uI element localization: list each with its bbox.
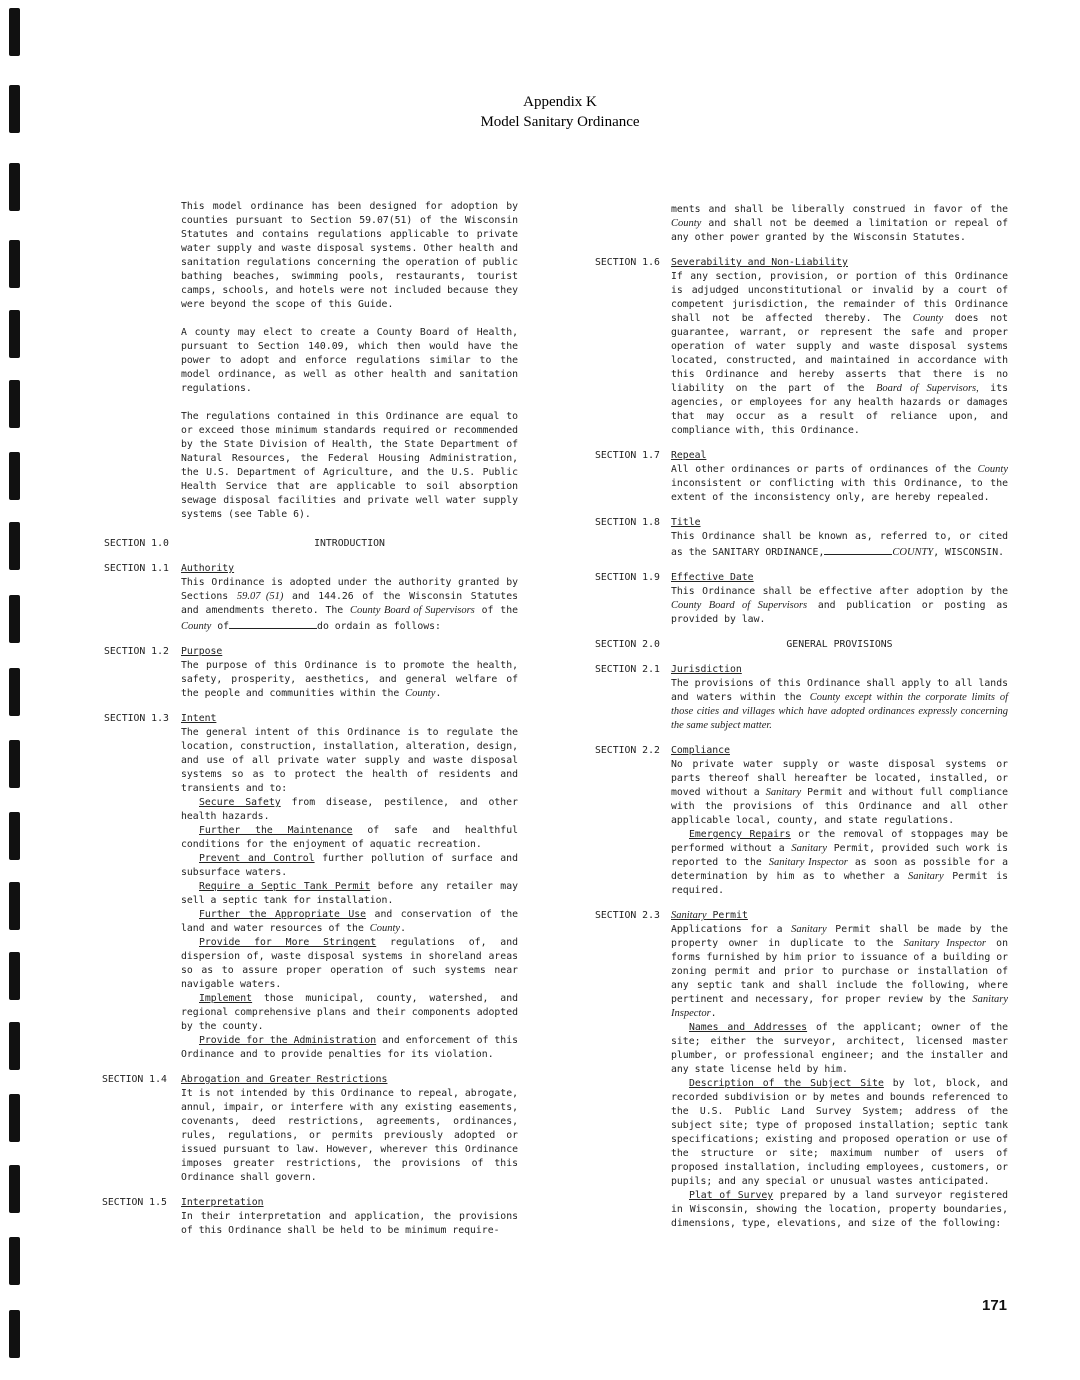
section-number: SECTION 1.1	[104, 563, 169, 574]
section-body: Applications for a Sanitary Permit shall be made by the property owner in duplicate to the Sanitary Inspector on forms furnished by him prior to issuance of a building or zoning permit and prior to purchase or installation of any septic tank and shall include the following, where pertinent and necessary, for proper review by the Sanitary Inspector.	[671, 924, 1008, 1019]
section-2-3	[595, 909, 1009, 1231]
intent-item: Further the Maintenance of safe and healthful conditions for the enjoyment of aquatic recreation.	[181, 825, 518, 850]
binder-hole	[9, 310, 20, 358]
section-body: No private water supply or waste disposal systems or parts thereof shall hereafter be located, installed, or moved without a Sanitary Permit and without full compliance with the provisions of this Ordinance and all other applicable local, county, and state regulations.	[671, 759, 1008, 826]
section-1-0	[104, 537, 518, 551]
left-column	[102, 200, 519, 1249]
section-number: SECTION 1.4	[102, 1074, 167, 1085]
section-title: Purpose	[181, 646, 223, 657]
intro-paragraph: This model ordinance has been designed for adoption by counties pursuant to Section 59.07(51) of the Wisconsin Statutes and contains regulations applicable to private water supply and waste disposal systems. Other health and sanitation regulations concerning the operation of public bathing beaches, swimming pools, restaurants, tourist camps, schools, and hotels were not included because they were beyond the scope of this Guide.	[181, 201, 518, 310]
intent-item: Implement those municipal, county, watershed, and regional comprehensive plans and their components adopted by the county.	[181, 993, 518, 1032]
section-1-9	[595, 571, 1008, 627]
section-number: SECTION 2.1	[595, 664, 660, 675]
permit-item: Description of the Subject Site by lot, block, and recorded subdivision or by metes and bounds referenced to the U.S. Public Land Survey System; address of the subject site; type of proposed installation; septic tank specifications; existing and proposed operation or use of the structure or site; maximum number of users of proposed installation, including employees, customers, or pupils; and any special or unusual wastes anticipated.	[671, 1078, 1008, 1187]
binder-hole	[9, 812, 20, 860]
section-title: Interpretation	[181, 1197, 264, 1208]
binder-hole	[9, 1094, 20, 1142]
intent-item: Secure Safety from disease, pestilence, and other health hazards.	[181, 797, 518, 822]
compliance-item: Emergency Repairs or the removal of stoppages may be performed without a Sanitary Permit, provided such work is reported to the Sanitary Inspector as soon as possible for a determination by him as to whether a Sanitary Permit is required.	[671, 829, 1009, 896]
section-title: Abrogation and Greater Restrictions	[181, 1074, 388, 1085]
section-1-5	[102, 1196, 518, 1238]
binder-hole	[9, 1310, 20, 1358]
section-number: SECTION 2.2	[595, 745, 660, 756]
intent-item: Provide for the Administration and enforcement of this Ordinance and to provide penalties for its violation.	[181, 1035, 518, 1060]
section-title: Severability and Non-Liability	[671, 257, 848, 268]
intent-item: Further the Appropriate Use and conservation of the land and water resources of the County.	[181, 909, 518, 934]
section-number: SECTION 1.8	[595, 517, 660, 528]
section-title: Repeal	[671, 450, 707, 461]
section-number: SECTION 1.3	[104, 713, 169, 724]
right-column	[595, 203, 1009, 1242]
binder-hole	[9, 452, 20, 500]
section-title: Authority	[181, 563, 235, 574]
binder-hole	[9, 1237, 20, 1285]
section-1-1	[104, 562, 518, 634]
section-1-8	[595, 516, 1008, 560]
section-body: In their interpretation and application, the provisions of this Ordinance shall be held to be minimum require-	[181, 1211, 518, 1236]
binder-hole	[9, 163, 20, 211]
binder-hole	[9, 740, 20, 788]
section-body: This Ordinance shall be known as, referred to, or cited as the SANITARY ORDINANCE, COUNTY, WISCONSIN.	[671, 531, 1008, 558]
intent-item: Prevent and Control further pollution of surface and subsurface waters.	[181, 853, 518, 878]
section-body: If any section, provision, or portion of this Ordinance is adjudged unconstitutional or invalid by a court of competent jurisdiction, the remainder of this Ordinance shall not be affected thereby. The County does not guarantee, warrant, or represent the safe and proper operation of water supply and waste disposal systems located, constructed, and maintained in accordance with this Ordinance and hereby asserts that there is no liability on the part of the Board of Supervisors, its agencies, or employees for any health hazards or damages that may occur as a result of reliance upon, and compliance with, this Ordinance.	[671, 271, 1008, 436]
section-body: ments and shall be liberally construed in favor of the County and shall not be deemed a limitation or repeal of any other power granted by the Wisconsin Statutes.	[671, 204, 1008, 243]
section-body: The general intent of this Ordinance is to regulate the location, construction, installation, alteration, design, and use of all private water supply and waste disposal systems so as to protect the health of residents and transients and to:	[181, 727, 518, 794]
section-body: The provisions of this Ordinance shall apply to all lands and waters within the County except within the corporate limits of those cities and villages which have adopted ordinances expressly concerning the same subject matter.	[671, 678, 1008, 731]
fill-in-blank	[824, 544, 892, 555]
page-title	[0, 92, 1080, 132]
section-number: SECTION 1.5	[102, 1197, 167, 1208]
page-number: 171	[982, 1297, 1008, 1314]
section-1-3	[104, 712, 519, 1062]
appendix-title: Model Sanitary Ordinance	[480, 114, 640, 130]
binder-hole	[9, 8, 20, 56]
section-heading: GENERAL PROVISIONS	[786, 639, 893, 650]
fill-in-blank	[229, 618, 317, 629]
intro-paragraph: A county may elect to create a County Board of Health, pursuant to Section 140.09, which then would have the power to adopt and enforce regulations similar to the model ordinance, as well as other health and sanitation regulations.	[181, 327, 518, 394]
section-number: SECTION 2.3	[595, 910, 660, 921]
binder-hole	[9, 240, 20, 288]
section-title: Jurisdiction	[671, 664, 742, 675]
intro-paragraph: The regulations contained in this Ordinance are equal to or exceed those minimum standards required or recommended by the State Division of Health, the State Department of Natural Resources, the Federal Housing Administration, the U.S. Department of Agriculture, and the U.S. Public Health Service that are applicable to soil absorption sewage disposal facilities and private well water supply systems (see Table 6).	[181, 411, 518, 520]
section-heading: INTRODUCTION	[314, 538, 385, 549]
section-1-7	[595, 449, 1008, 505]
section-title: Compliance	[671, 745, 730, 756]
binder-hole	[9, 668, 20, 716]
section-title: Effective Date	[671, 572, 754, 583]
binder-hole	[9, 595, 20, 643]
permit-item: Plat of Survey prepared by a land surveyor registered in Wisconsin, showing the location, property boundaries, dimensions, type, elevations, and size of the following:	[671, 1190, 1009, 1229]
section-body: This Ordinance is adopted under the authority granted by Sections 59.07 (51) and 144.26 of the Wisconsin Statutes and amendments thereto. The County Board of Supervisors of the County of do ordain as follows:	[181, 577, 518, 632]
section-body: All other ordinances or parts of ordinances of the County inconsistent or conflicting with this Ordinance, to the extent of the inconsistency only, are hereby repealed.	[671, 464, 1008, 503]
section-body: This Ordinance shall be effective after adoption by the County Board of Supervisors and publication or posting as provided by law.	[671, 586, 1008, 625]
section-title: Sanitary Permit	[671, 910, 748, 921]
binder-hole	[9, 380, 20, 428]
section-1-4	[102, 1073, 518, 1185]
binder-hole	[9, 522, 20, 570]
section-body: The purpose of this Ordinance is to promote the health, safety, prosperity, aesthetics, and general welfare of the people and communities within the County.	[181, 660, 518, 699]
section-2-2	[595, 744, 1009, 898]
binder-hole	[9, 1165, 20, 1213]
section-1-2	[104, 645, 518, 701]
section-number: SECTION 2.0	[595, 639, 660, 650]
binder-hole	[9, 882, 20, 930]
section-number: SECTION 1.9	[595, 572, 660, 583]
section-title: Title	[671, 517, 701, 528]
binder-hole	[9, 1022, 20, 1070]
section-number: SECTION 1.6	[595, 257, 660, 268]
section-1-5-continued	[671, 203, 1008, 245]
section-2-0	[595, 638, 1008, 652]
section-title: Intent	[181, 713, 217, 724]
intent-item: Provide for More Stringent regulations of, and dispersion of, waste disposal systems in shoreland areas so as to assure proper operation of such systems near navigable waters.	[181, 937, 519, 990]
section-number: SECTION 1.2	[104, 646, 169, 657]
section-number: SECTION 1.0	[104, 538, 169, 549]
section-1-6	[595, 256, 1008, 438]
section-number: SECTION 1.7	[595, 450, 660, 461]
section-body: It is not intended by this Ordinance to repeal, abrogate, annul, impair, or interfere with any existing easements, covenants, deed restrictions, agreements, ordinances, rules, regulations, or permits previously adopted or issued pursuant to law. However, wherever this Ordinance imposes greater restrictions, the provisions of this Ordinance shall govern.	[181, 1088, 518, 1183]
permit-item: Names and Addresses of the applicant; owner of the site; either the surveyor, architect, licensed master plumber, or professional engineer; and the installer and any state license held by him.	[671, 1022, 1008, 1075]
section-2-1	[595, 663, 1008, 733]
binder-hole	[9, 952, 20, 1000]
appendix-label: Appendix K	[523, 94, 597, 110]
intent-item: Require a Septic Tank Permit before any retailer may sell a septic tank for installation.	[181, 881, 518, 906]
